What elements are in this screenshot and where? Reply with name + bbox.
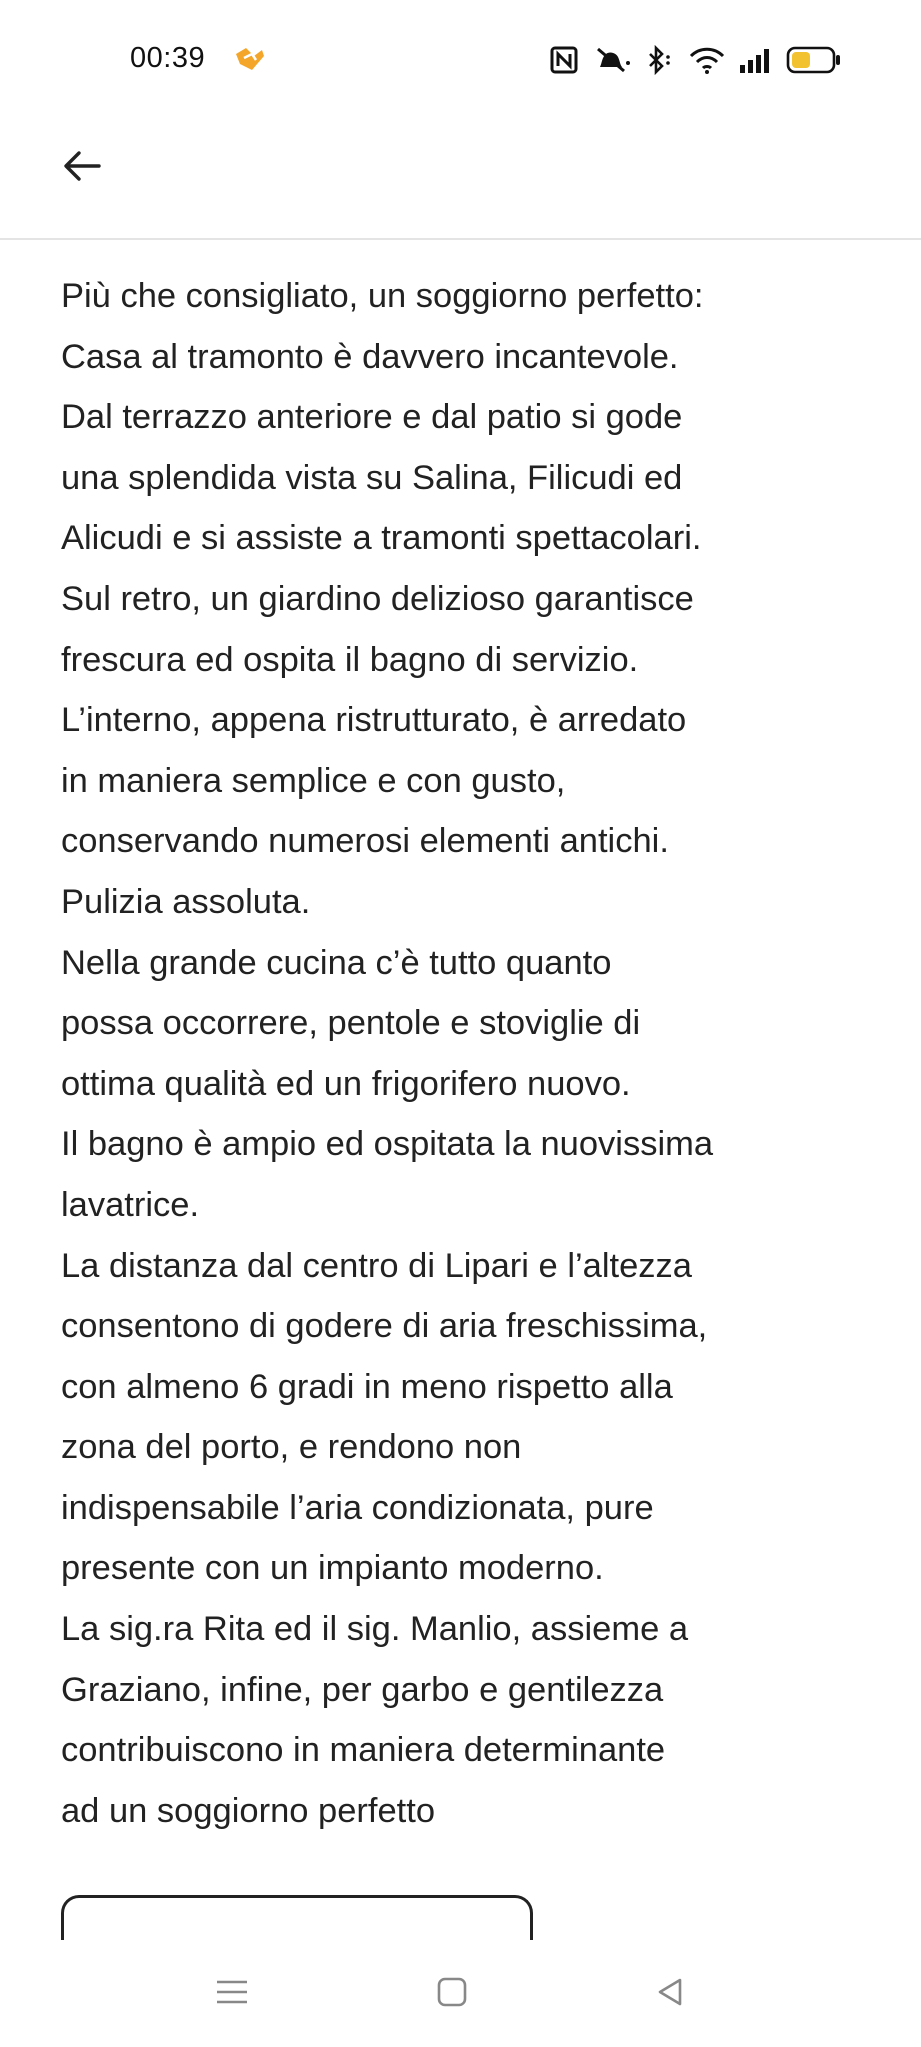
status-icons <box>550 40 842 80</box>
review-line: ottima qualità ed un frigorifero nuovo. <box>61 1064 631 1103</box>
review-line: una splendida vista su Salina, Filicudi ed <box>61 458 683 497</box>
review-text <box>61 266 901 1841</box>
review-line: Più che consigliato, un soggiorno perfetto: <box>61 277 704 315</box>
review-line: Pulizia assoluta. <box>61 882 311 921</box>
review-line: presente con un impianto moderno. <box>61 1549 604 1588</box>
menu-icon <box>215 1977 249 2007</box>
nfc-icon <box>550 46 578 74</box>
arrow-left-icon <box>61 148 103 184</box>
review-line: Alicudi e si assiste a tramonti spettacolari. <box>61 519 702 558</box>
wifi-icon <box>688 45 726 75</box>
review-line: consentono di godere di aria freschissima, <box>61 1307 708 1346</box>
review-line: Sul retro, un giardino delizioso garantisce <box>61 579 694 618</box>
status-time: 00:39 <box>130 42 206 74</box>
review-line: in maniera semplice e con gusto, <box>61 761 566 800</box>
review-line: Graziano, infine, per garbo e gentilezza <box>61 1670 664 1709</box>
signal-icon <box>738 45 774 75</box>
review-line: possa occorrere, pentole e stoviglie di <box>61 1004 641 1043</box>
review-line: contribuiscono in maniera determinante <box>61 1731 666 1770</box>
review-line: Dal terrazzo anteriore e dal patio si gode <box>61 398 683 437</box>
bluetooth-icon <box>644 45 676 75</box>
review-line: conservando numerosi elementi antichi. <box>61 822 669 861</box>
review-line: frescura ed ospita il bagno di servizio. <box>61 640 639 679</box>
review-line: Casa al tramonto è davvero incantevole. <box>61 337 679 376</box>
review-line: Nella grande cucina c’è tutto quanto <box>61 943 612 982</box>
review-line: La distanza dal centro di Lipari e l’altezza <box>61 1246 692 1285</box>
review-line: lavatrice. <box>61 1185 200 1224</box>
review-line: con almeno 6 gradi in meno rispetto alla <box>61 1367 673 1406</box>
nav-back-button[interactable] <box>640 1968 700 2016</box>
review-line: ad un soggiorno perfetto <box>61 1791 436 1830</box>
review-line: Il bagno è ampio ed ospitata la nuovissima <box>61 1125 714 1164</box>
review-line: indispensabile l’aria condizionata, pure <box>61 1488 654 1527</box>
navigation-bar <box>0 1940 921 2047</box>
nav-menu-button[interactable] <box>202 1968 262 2016</box>
nav-home-button[interactable] <box>422 1968 482 2016</box>
battery-icon <box>786 45 842 75</box>
header <box>0 120 921 240</box>
status-bar <box>0 0 921 120</box>
back-button[interactable] <box>52 136 112 196</box>
back-triangle-icon <box>654 1976 686 2008</box>
review-line: zona del porto, e rendono non <box>61 1428 522 1467</box>
review-line: L’interno, appena ristrutturato, è arredato <box>61 701 687 740</box>
home-square-icon <box>436 1976 468 2008</box>
app-notification-icon <box>232 44 268 74</box>
review-line: La sig.ra Rita ed il sig. Manlio, assieme a <box>61 1610 689 1649</box>
silent-bell-icon <box>590 45 632 75</box>
